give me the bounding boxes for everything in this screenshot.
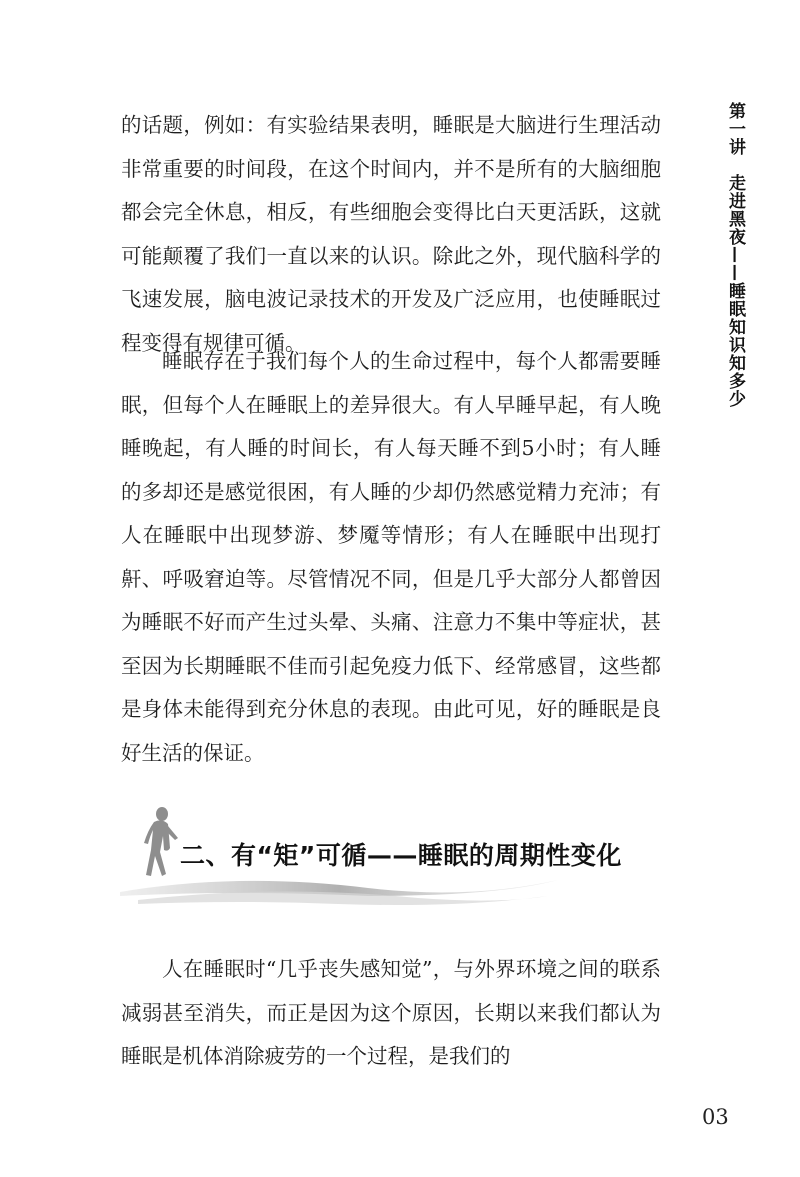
paragraph-1: 的话题，例如：有实验结果表明，睡眠是大脑进行生理活动非常重要的时间段，在这个时间内，并不是所有的大脑细胞都会完全休息，相反，有些细胞会变得比白天更活跃，这就可能颠覆了我们一直以来的认识。除此之外，现代脑科学的飞速发展，脑电波记录技术的开发及广泛应用，也使睡眠过程变得有规律可循。 xyxy=(121,113,661,355)
paragraph-2: 睡眠存在于我们每个人的生命过程中，每个人都需要睡眠，但每个人在睡眠上的差异很大。有人早睡早起，有人晚睡晚起，有人睡的时间长，有人每天睡不到5小时；有人睡的多却还是感觉很困，有人睡的少却仍然感觉精力充沛；有人在睡眠中出现梦游、梦魇等情形；有人在睡眠中出现打鼾、呼吸窘迫等。尽管情况不同，但是几乎大部分人都曾因为睡眠不好而产生过头晕、头痛、注意力不集中等症状，甚至因为长期睡眠不佳而引起免疫力低下、经常感冒，这些都是身体未能得到充分休息的表现。由此可见，好的睡眠是良好生活的保证。 xyxy=(121,349,661,765)
paragraph-3: 人在睡眠时“几乎丧失感知觉”，与外界环境之间的联系减弱甚至消失，而正是因为这个原因，长期以来我们都认为睡眠是机体消除疲劳的一个过程，是我们的 xyxy=(121,957,661,1068)
page-number: 03 xyxy=(702,1105,729,1129)
chapter-sidebar xyxy=(722,102,748,408)
lecture-label: 第一讲 xyxy=(725,102,745,156)
section-heading: 二、有“矩”可循——睡眠的周期性变化 xyxy=(180,841,622,870)
chapter-title: 走进黑夜——睡眠知识知多少 xyxy=(725,174,745,408)
section-heading-block xyxy=(118,800,678,910)
